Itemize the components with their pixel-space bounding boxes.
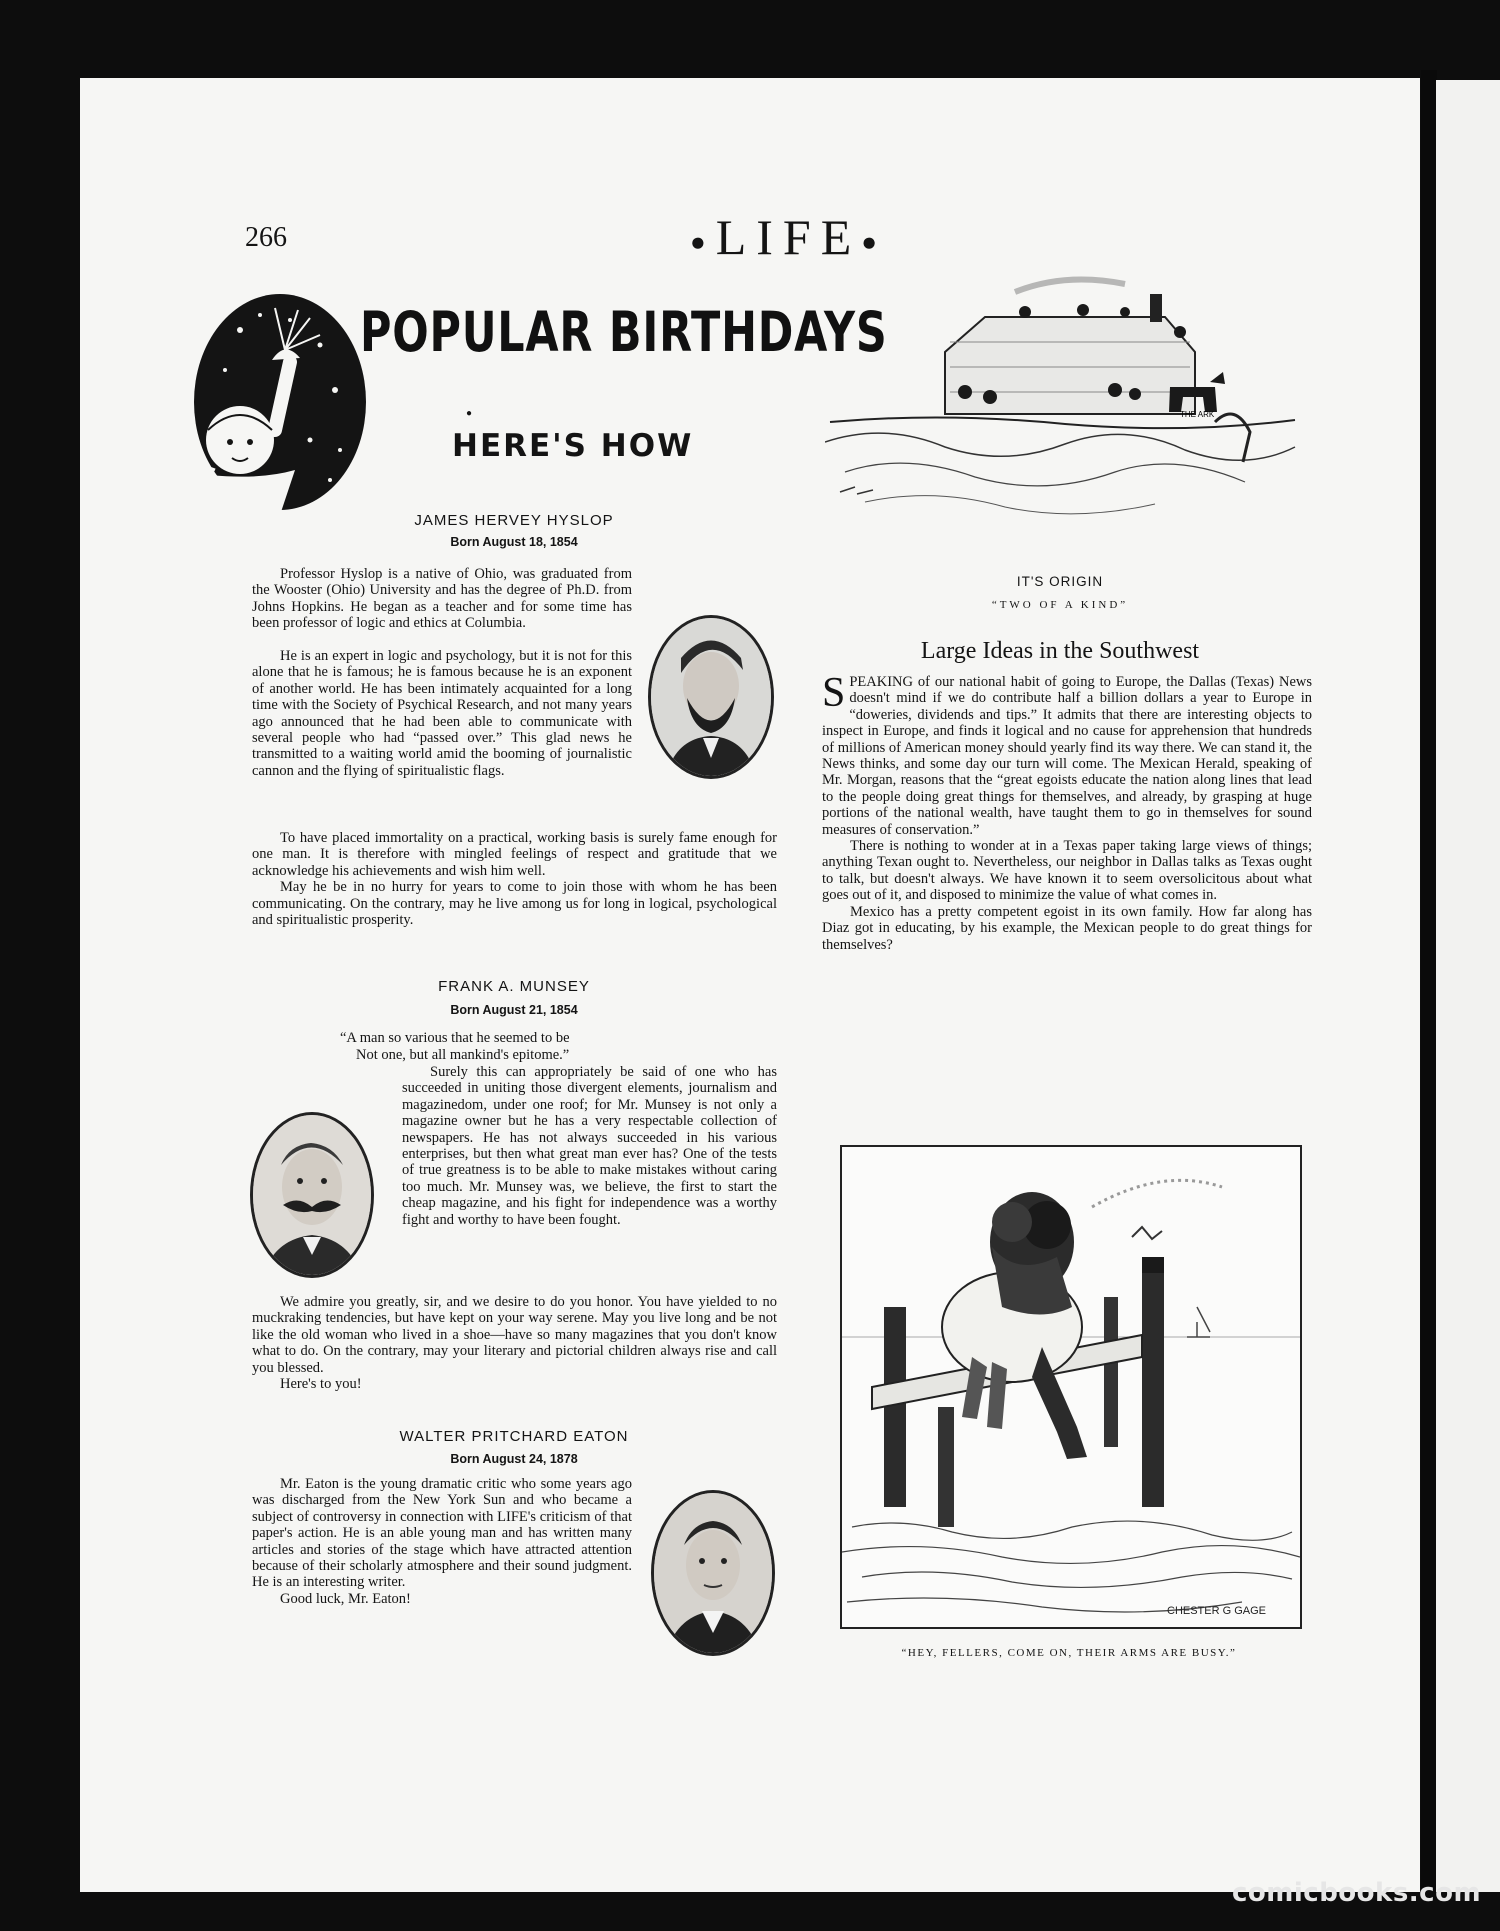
drop-cap: S [822, 670, 846, 716]
paragraph: We admire you greatly, sir, and we desire to do you honor. You have yielded to no muckraking tendencies, but have kept on your way serene. May you live long and be not like the old woman who lived in a shoe—have so many magazines that you don't know what to do. On the contrary, may your literary and pictorial children always rise and call you blessed. [252, 1294, 777, 1376]
ark-cartoon [825, 272, 1297, 542]
masthead-dot-right: ● [861, 227, 887, 257]
boat-label: THE ARK [1180, 410, 1215, 419]
entry-name: WALTER PRITCHARD EATON [399, 1428, 629, 1445]
quote-line: Not one, but all mankind's epitome.” [356, 1047, 570, 1063]
pier-cartoon [840, 1145, 1302, 1629]
entry-name: FRANK A. MUNSEY [438, 978, 590, 995]
masthead [690, 208, 887, 266]
birthdays-subtitle: HERE'S HOW [452, 428, 694, 464]
page-gutter [1421, 70, 1437, 1900]
facing-page-edge [1436, 80, 1500, 1892]
cartoon-subcaption: “TWO OF A KIND” [991, 599, 1129, 611]
paragraph-text: PEAKING of our national habit of going to Europe, the Dallas (Texas) News doesn't mind if we do contribute half a billion dollars a year to Europe in “doweries, dividends and tips.” It admits that there are interesting objects to inspect in Europe, and finds it logical and no cause for apprehension that hundreds of millions of American money should yearly find its way there. We can stand it, the News thinks, and some day our turn will come. The Mexican Herald, speaking of Mr. Morgan, reasons that the “great egoists educate the nation along lines that lead to the people doing great things for themselves, and already, by grasping at huge portions of the national wealth, have taught them to go in themselves for sound measures of conservation.” [822, 674, 1312, 838]
paragraph: He is an expert in logic and psychology, but it is not for this alone that he is famous; he is famous because he is an exponent of another world. He has been intimately acquainted for a long time with the Society of Psychical Research, and not many years ago announced that he had been able to communicate with several people who had “passed over.” This glad news he transmitted to a waiting world amid the booming of journalistic cannon and the flying of spiritualistic flags. [252, 648, 632, 779]
eaton-portrait [651, 1490, 775, 1656]
page-number: 266 [245, 222, 287, 253]
munsey-text-rest [252, 1294, 777, 1392]
cartoon-caption: “HEY, FELLERS, COME ON, THEIR ARMS ARE BUSY.” [901, 1647, 1237, 1659]
title-dot: ● [466, 408, 473, 419]
paragraph: Professor Hyslop is a native of Ohio, was graduated from the Wooster (Ohio) University and has the degree of Ph.D. from Johns Hopkins. He began as a teacher and for some time has been professor of logic and ethics at Columbia. [252, 566, 632, 632]
paragraph: To have placed immortality on a practical, working basis is surely fame enough for one man. It is therefore with mingled feelings of respect and gratitude that we acknowledge his achievements and wish him well. [252, 830, 777, 879]
cartoon-caption: IT'S ORIGIN [1016, 574, 1104, 589]
hyslop-portrait [648, 615, 774, 779]
pier-illustration [842, 1147, 1300, 1627]
paragraph [822, 670, 1312, 838]
entry-born: Born August 18, 1854 [450, 535, 578, 549]
masthead-title: LIFE [715, 209, 862, 265]
paragraph: May he be in no hurry for years to come to join those with whom he has been communicating. On the contrary, may he live among us for long in logical, psychological and spiritualistic prosperity. [252, 879, 777, 929]
masthead-dot-left: ● [690, 227, 716, 257]
artist-signature: CHESTER G GAGE [1167, 1605, 1267, 1617]
paragraph: Mexico has a pretty competent egoist in its own family. How far along has Diaz got in educating, by his example, the Mexican people to do great things for themselves? [822, 903, 1312, 953]
entry-name: JAMES HERVEY HYSLOP [414, 512, 614, 529]
paragraph: Good luck, Mr. Eaton! [280, 1590, 411, 1607]
hyslop-text-wrap [252, 648, 632, 779]
paragraph: There is nothing to wonder at in a Texas paper taking large views of things; anything Texan ought to. Nevertheless, our neighbor in Dallas talks as Texas ought to talk, but doesn't always. We have known it to seem oversolicitous about what goes out of it, and disposed to minimize the value of what comes in. [822, 838, 1312, 904]
entry-born: Born August 24, 1878 [450, 1452, 578, 1466]
paragraph: Here's to you! [280, 1376, 362, 1393]
article-title: Large Ideas in the Southwest [920, 638, 1200, 664]
birthdays-title: POPULAR BIRTHDAYS [360, 300, 888, 364]
site-watermark: comicbooks.com [1232, 1878, 1482, 1908]
paragraph: Mr. Eaton is the young dramatic critic who some years ago was discharged from the New York Sun and who became a subject of controversy in connection with LIFE's criticism of that paper's action. He is an able young man and has written many articles and stories of the stage which have attracted attention because of their scholarly atmosphere and their sound judgment. He is an interesting writer. [252, 1476, 632, 1591]
portrait-image [651, 618, 771, 776]
smokestack [1150, 294, 1162, 322]
cherub-fireworks-illustration [180, 290, 370, 520]
hyslop-text-intro [252, 566, 777, 632]
portrait-image [654, 1493, 772, 1653]
paragraph: Surely this can appropriately be said of one who has succeeded in uniting those divergent elements, journalism and magazinedom, under one roof; for Mr. Munsey is not only a magazine owner but he has a very respectable collection of newspapers. He has not always succeeded in his various enterprises, but then what great man ever has? One of the tests of true greatness is to be able to make mistakes without caring too much. Mr. Munsey was, we believe, the first to start the cheap magazine, and his fight for independence was a worthy fight and worthy to have been fought. [402, 1064, 777, 1228]
munsey-text-top [252, 1064, 777, 1228]
entry-born: Born August 21, 1854 [450, 1003, 578, 1017]
hyslop-text-rest [252, 830, 777, 928]
eaton-text [252, 1476, 632, 1607]
article-body [822, 670, 1312, 953]
quote-line: “A man so various that he seemed to be [340, 1030, 570, 1046]
